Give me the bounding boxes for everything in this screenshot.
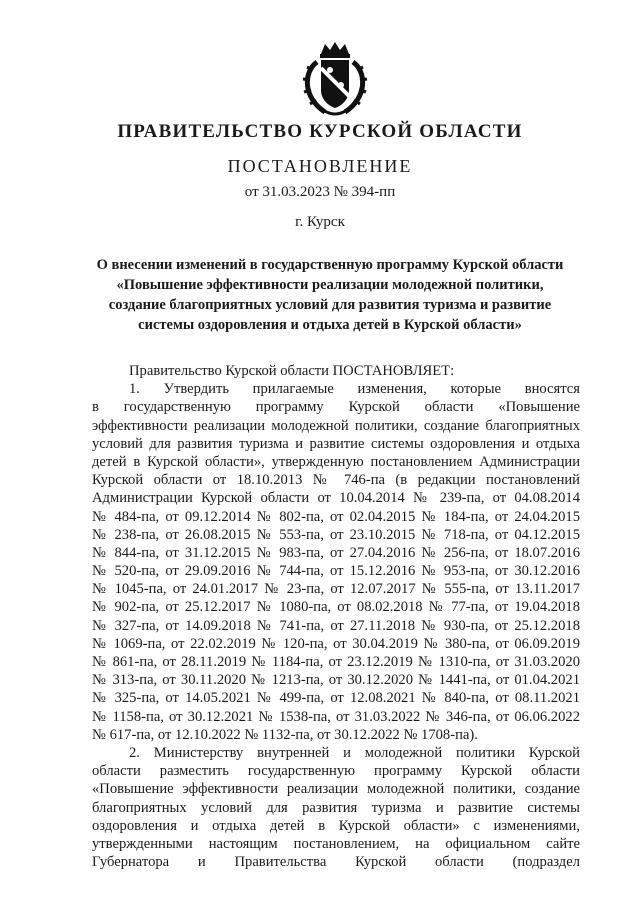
body-line: Губернатора и Правительства Курской области (подраздел bbox=[92, 854, 580, 871]
body-line: № 484-па, от 09.12.2014 № 802-па, от 02.04.2015 № 184-па, от 24.04.2015 bbox=[92, 508, 580, 525]
body-line: № 861-па, от 28.11.2019 № 1184-па, от 23.12.2019 № 1310-па, от 31.03.2020 bbox=[92, 654, 580, 670]
coat-of-arms-emblem bbox=[297, 40, 373, 118]
body-line: № 1045-па, от 24.01.2017 № 23-па, от 12.07.2017 № 555-па, от 13.11.2017 bbox=[92, 581, 580, 598]
body-line: № 617-па, от 12.10.2022 № 1132-па, от 30.12.2022 № 1708-па). bbox=[92, 726, 478, 743]
body-line: № 327-па, от 14.09.2018 № 741-па, от 27.11.2018 № 930-па, от 25.12.2018 bbox=[92, 617, 580, 634]
body-line: утвержденными настоящим постановлением, на официальном сайте bbox=[92, 835, 580, 852]
title-line: «Повышение эффективности реализации молодежной политики, bbox=[116, 277, 544, 293]
body-line: оздоровления и отдыха детей в Курской области» с изменениями, bbox=[92, 817, 580, 834]
document-title bbox=[80, 255, 580, 335]
body-line: № 325-па, от 14.05.2021 № 499-па, от 12.08.2021 № 840-па, от 08.11.2021 bbox=[92, 690, 580, 707]
body-line: № 1069-па, от 22.02.2019 № 120-па, от 30.04.2019 № 380-па, от 06.09.2019 bbox=[92, 635, 580, 652]
government-name: ПРАВИТЕЛЬСТВО КУРСКОЙ ОБЛАСТИ bbox=[117, 121, 523, 142]
body-line: детей в Курской области», утвержденную постановлением Администрации bbox=[92, 453, 580, 470]
document-type: ПОСТАНОВЛЕНИЕ bbox=[227, 156, 413, 176]
document-body bbox=[92, 362, 580, 871]
body-line: № 313-па, от 30.11.2020 № 1213-па, от 30.12.2020 № 1441-па, от 01.04.2021 bbox=[92, 672, 580, 689]
body-line: № 238-па, от 26.08.2015 № 553-па, от 23.10.2015 № 718-па, от 04.12.2015 bbox=[92, 526, 580, 543]
title-line: создание благоприятных условий для развития туризма и развитие bbox=[108, 297, 552, 313]
title-line: О внесении изменений в государственную программу Курской области bbox=[96, 257, 564, 273]
body-line: № 520-па, от 29.09.2016 № 744-па, от 15.12.2016 № 953-па, от 30.12.2016 bbox=[92, 563, 580, 580]
body-line: № 1158-па, от 30.12.2021 № 1538-па, от 31.03.2022 № 346-па, от 06.06.2022 bbox=[92, 708, 580, 725]
title-line: системы оздоровления и отдыха детей в Курской области» bbox=[138, 317, 522, 333]
body-line: Правительство Курской области ПОСТАНОВЛЯЕТ: bbox=[129, 363, 455, 379]
coat-of-arms-icon bbox=[297, 40, 373, 118]
body-line: «Повышение эффективности реализации молодежной политики, создание bbox=[92, 781, 580, 798]
body-line: Администрации Курской области от 10.04.2014 № 239-па, от 04.08.2014 bbox=[92, 490, 580, 507]
document-city: г. Курск bbox=[295, 214, 345, 230]
body-line: Курской области от 18.10.2013 № 746-па (в редакции постановлений bbox=[92, 472, 580, 489]
body-line: № 902-па, от 25.12.2017 № 1080-па, от 08.02.2018 № 77-па, от 19.04.2018 bbox=[92, 599, 580, 616]
body-line: эффективности реализации молодежной политики, создание благоприятных bbox=[92, 417, 580, 434]
body-line: 2. Министерству внутренней и молодежной политики Курской bbox=[129, 744, 580, 761]
body-line: в государственную программу Курской области «Повышение bbox=[92, 399, 580, 416]
body-line: благоприятных условий для развития туризма и развитие системы bbox=[92, 799, 580, 816]
document-number: от 31.03.2023 № 394-пп bbox=[244, 184, 396, 200]
body-line: области разместить государственную программу Курской области bbox=[92, 763, 580, 780]
body-line: № 844-па, от 31.12.2015 № 983-па, от 27.04.2016 № 256-па, от 18.07.2016 bbox=[92, 544, 580, 561]
body-line: 1. Утвердить прилагаемые изменения, которые вносятся bbox=[129, 381, 580, 398]
body-line: условий для развития туризма и развитие системы оздоровления и отдыха bbox=[92, 435, 580, 452]
